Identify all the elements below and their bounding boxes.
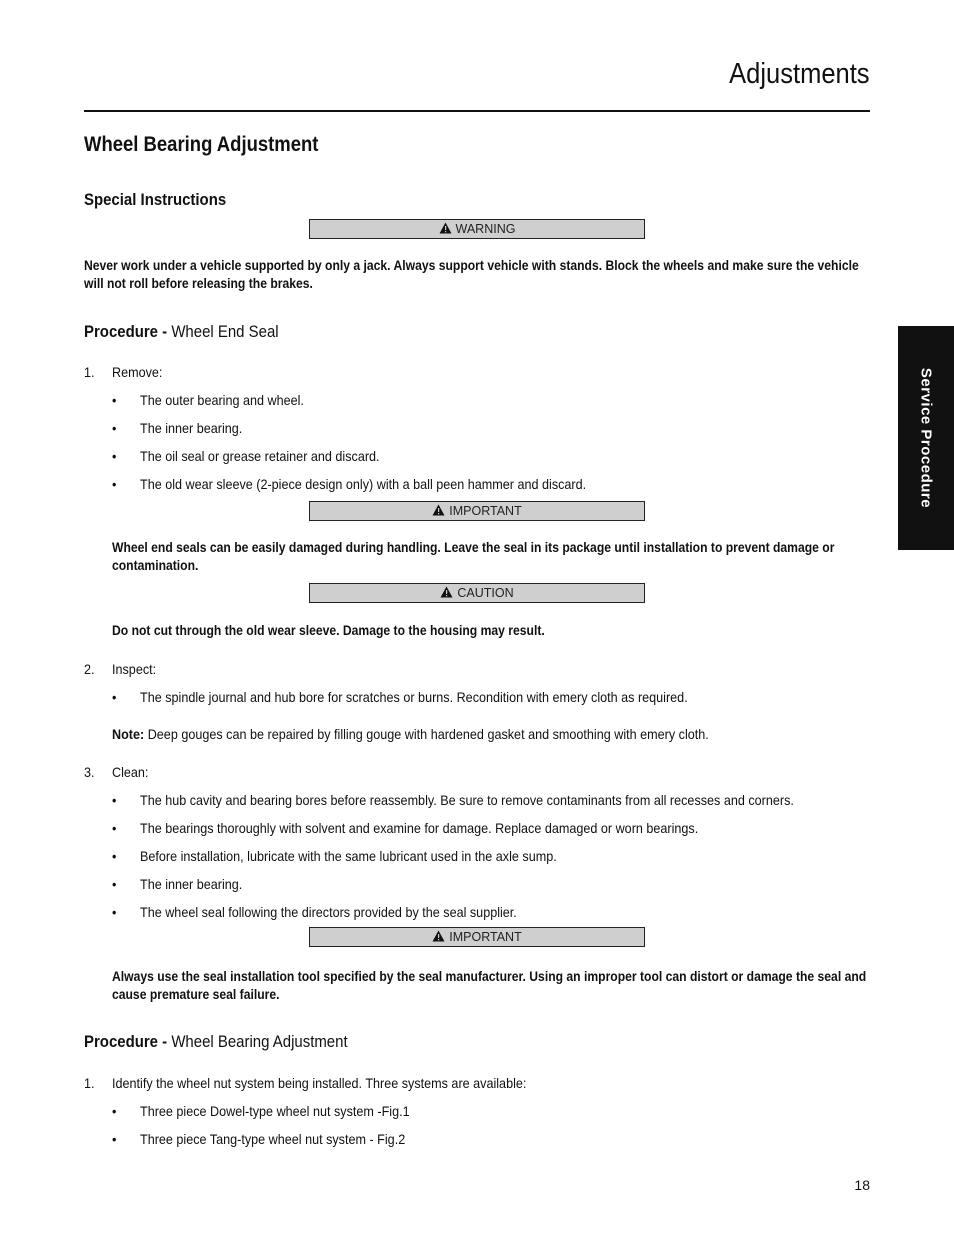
warning-icon <box>432 504 445 516</box>
note-text: Deep gouges can be repaired by filling gouge with hardened gasket and smoothing with emery cloth. <box>147 726 709 742</box>
bullet-glyph: • <box>112 904 117 920</box>
step-number: 3. <box>84 764 95 780</box>
bullet-glyph: • <box>112 820 117 836</box>
list-item: The spindle journal and hub bore for scratches or burns. Recondition with emery cloth as required. <box>140 689 688 705</box>
bullet-glyph: • <box>112 420 117 436</box>
step-label: Inspect: <box>112 661 157 677</box>
important-label: IMPORTANT <box>449 504 522 518</box>
procedure-heading-wheel-bearing-adjustment <box>84 1032 348 1052</box>
bullet-glyph: • <box>112 848 117 864</box>
list-item: The wheel seal following the directors provided by the seal supplier. <box>140 904 517 920</box>
list-item: The outer bearing and wheel. <box>140 392 304 408</box>
caution-text: Do not cut through the old wear sleeve. Damage to the housing may result. <box>112 623 545 638</box>
chapter-title: Adjustments <box>729 58 870 90</box>
warning-banner <box>309 219 645 239</box>
important-text: Wheel end seals can be easily damaged during handling. Leave the seal in its package until installation to prevent damage or contamination. <box>112 540 835 573</box>
bullet-glyph: • <box>112 476 117 492</box>
step-number: 2. <box>84 661 95 677</box>
caution-label: CAUTION <box>457 586 514 600</box>
list-item: Three piece Tang-type wheel nut system - Fig.2 <box>140 1131 406 1147</box>
procedure-label: Procedure - <box>84 322 168 341</box>
list-item: The old wear sleeve (2-piece design only) with a ball peen hammer and discard. <box>140 476 587 492</box>
step-label: Identify the wheel nut system being installed. Three systems are available: <box>112 1075 527 1091</box>
important-text-2: Always use the seal installation tool specified by the seal manufacturer. Using an improper tool can distort or damage the seal and cause premature seal failure. <box>112 969 867 1002</box>
caution-banner <box>309 583 645 603</box>
bullet-glyph: • <box>112 689 117 705</box>
list-item: Three piece Dowel-type wheel nut system -Fig.1 <box>140 1103 410 1119</box>
step-number: 1. <box>84 1075 95 1091</box>
bullet-glyph: • <box>112 792 117 808</box>
procedure-title: Wheel Bearing Adjustment <box>171 1032 348 1051</box>
procedure-title: Wheel End Seal <box>171 322 279 341</box>
special-instructions-heading: Special Instructions <box>84 190 227 209</box>
list-item: The oil seal or grease retainer and discard. <box>140 448 380 464</box>
step-label: Clean: <box>112 764 149 780</box>
warning-text: Never work under a vehicle supported by only a jack. Always support vehicle with stands. Block the wheels and make sure the vehicle will not roll before releasing the brakes. <box>84 258 859 291</box>
note-label: Note: <box>112 726 145 742</box>
page-number: 18 <box>854 1177 870 1193</box>
note <box>112 725 709 743</box>
section-side-tab <box>898 326 954 550</box>
important-label: IMPORTANT <box>449 930 522 944</box>
list-item: Before installation, lubricate with the same lubricant used in the axle sump. <box>140 848 557 864</box>
warning-icon <box>432 930 445 942</box>
list-item: The hub cavity and bearing bores before reassembly. Be sure to remove contaminants from all recesses and corners. <box>140 792 794 808</box>
list-item: The inner bearing. <box>140 420 243 436</box>
list-item: The bearings thoroughly with solvent and examine for damage. Replace damaged or worn bearings. <box>140 820 699 836</box>
bullet-glyph: • <box>112 1131 117 1147</box>
bullet-glyph: • <box>112 448 117 464</box>
header-rule <box>84 110 870 112</box>
step-label: Remove: <box>112 364 163 380</box>
procedure-label: Procedure - <box>84 1032 168 1051</box>
bullet-glyph: • <box>112 392 117 408</box>
warning-icon <box>439 222 452 234</box>
list-item: The inner bearing. <box>140 876 243 892</box>
warning-icon <box>440 586 453 598</box>
important-banner-2 <box>309 927 645 947</box>
warning-label: WARNING <box>455 222 516 236</box>
important-banner <box>309 501 645 521</box>
bullet-glyph: • <box>112 876 117 892</box>
step-number: 1. <box>84 364 95 380</box>
section-title: Wheel Bearing Adjustment <box>84 133 319 156</box>
bullet-glyph: • <box>112 1103 117 1119</box>
procedure-heading-wheel-end-seal <box>84 322 279 342</box>
side-tab-label: Service Procedure <box>917 367 935 509</box>
